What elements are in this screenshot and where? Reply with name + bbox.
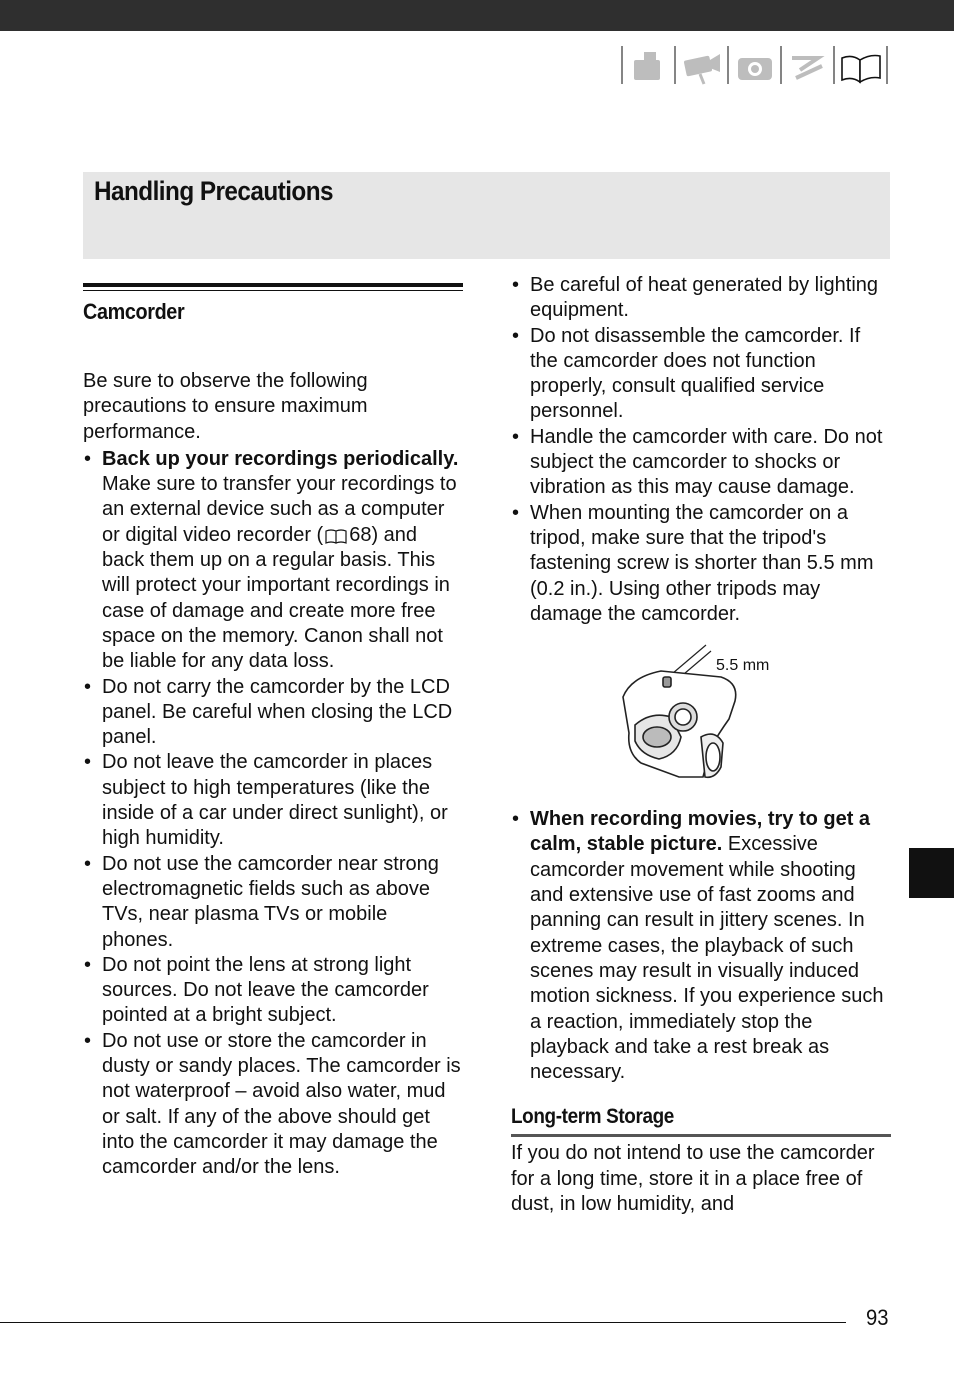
backup-text: Make sure to transfer your recordings to an external device such as a computer or digital video recorder ( [102,473,457,546]
chapter-icon-strip [620,44,890,86]
screw-length-label: 5.5 mm [716,657,770,675]
list-item: • Handle the camcorder with care. Do not subject the camcorder to shocks or vibration as this may cause damage. [511,425,891,501]
movie-bold-text: When recording movies, try to get a calm, stable picture. [530,808,871,856]
list-item: • Do not use the camcorder near strong electromagnetic fields such as above TVs, near plasma TVs or mobile phones. [83,852,463,953]
chapter-icons [620,44,890,86]
precaution-list-left [83,447,463,1181]
list-item: • Do not leave the camcorder in places subject to high temperatures (like the inside of a car under direct sunlight), or high humidity. [83,750,463,851]
book-icon [842,56,880,83]
page-number: 93 [866,1305,889,1330]
precaution-list-right [511,273,891,627]
title-banner [83,172,890,259]
left-column [83,283,463,1181]
tripod-screw-figure [511,637,891,807]
footer-rule [0,1322,846,1323]
section-rule [83,283,463,291]
list-item: • When mounting the camcorder on a tripod, make sure that the tripod's fastening screw is shorter than 5.5 mm (0.2 in.). Using other tripods may damage the camcorder. [511,501,891,627]
list-item-movie [511,807,891,1085]
movie-camera-icon [684,54,720,84]
list-item: • Be careful of heat generated by lighting equipment. [511,273,891,324]
list-item-backup [83,447,463,675]
right-column [511,273,891,1217]
list-item: • Do not use or store the camcorder in dusty or sandy places. The camcorder is not waterproof – avoid also water, mud or salt. If any of the above should get into the camcorder it may damage the camcorder and/or the lens. [83,1029,463,1181]
page-reference: 68 [349,523,372,546]
section-heading-storage: Long-term Storage [511,1105,674,1129]
backup-bold-text: Back up your recordings periodically. [102,447,459,470]
camcorder-icon [634,52,660,80]
book-ref-icon [325,528,347,544]
storage-paragraph: If you do not intend to use the camcorder for a long time, store it in a place free of dust, in low humidity, and [511,1142,875,1216]
top-bar [0,0,954,31]
list-item: • Do not point the lens at strong light sources. Do not leave the camcorder pointed at a bright subject. [83,953,463,1029]
storage-rule [511,1134,891,1137]
backup-text-end: ) and back them up on a regular basis. This will protect your important recordings in case of damage and create more free space on the memory. Canon shall not be liable for any data loss. [102,523,450,673]
chapter-side-tab [909,848,954,898]
movie-text: Excessive camcorder movement while shooting and extensive use of fast zooms and panning can result in jittery scenes. In extreme cases, the playback of such scenes may result in visually induced motion sickness. If you experience such a reaction, immediately stop the playback and take a rest break as necessary. [530,833,884,1084]
page-title: Handling Precautions [94,176,333,206]
photo-camera-icon [738,58,772,80]
list-item: • Do not disassemble the camcorder. If the camcorder does not function properly, consult qualified service personnel. [511,324,891,425]
intro-paragraph: Be sure to observe the following precautions to ensure maximum performance. [83,370,368,443]
precaution-list-right-2 [511,807,891,1085]
transfer-arrows-icon [792,58,822,78]
list-item: • Do not carry the camcorder by the LCD panel. Be careful when closing the LCD panel. [83,675,463,751]
section-heading-camcorder: Camcorder [83,299,185,324]
